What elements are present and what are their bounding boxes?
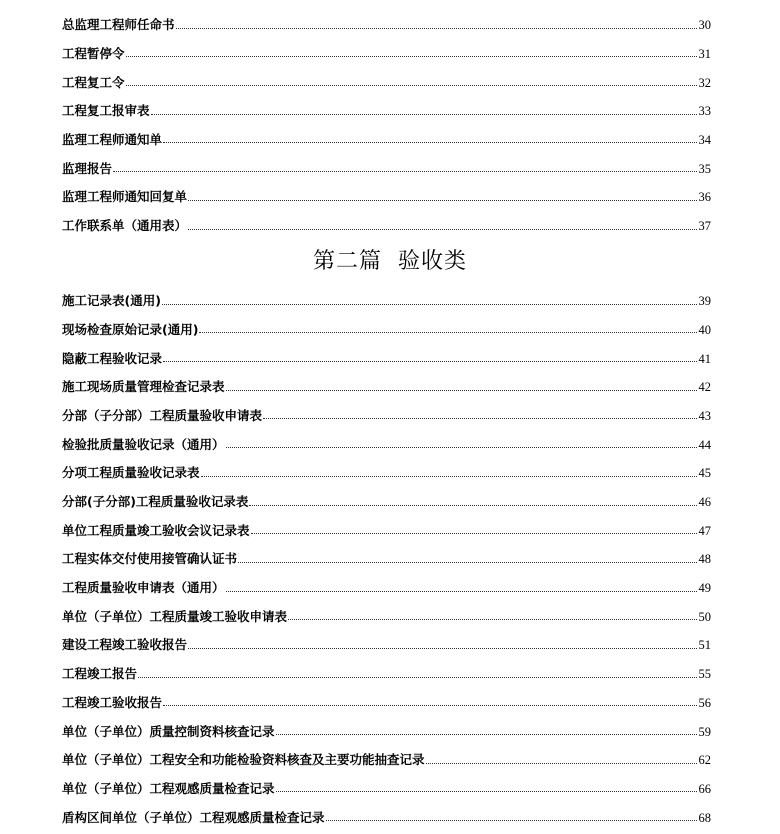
- toc-entry[interactable]: [62, 738, 711, 767]
- toc-entry-title: 施工现场质量管理检查记录表: [62, 379, 225, 395]
- toc-entry[interactable]: [62, 308, 711, 337]
- toc-entry[interactable]: [62, 394, 711, 423]
- toc-entry-title: 单位（子单位）工程安全和功能检验资料核查及主要功能抽查记录: [62, 752, 425, 768]
- toc-entry-page-number: 55: [698, 667, 711, 682]
- dot-leader: [188, 228, 696, 230]
- dot-leader: [276, 790, 697, 792]
- toc-entry-page-number: 47: [698, 523, 711, 538]
- toc-entry-title: 分部(子分部)工程质量验收记录表: [62, 494, 249, 509]
- toc-entry-title: 单位（子单位）质量控制资料核查记录: [62, 723, 275, 739]
- toc-entry-title: 工程竣工验收报告: [62, 694, 163, 710]
- toc-entry-page-number: 34: [698, 132, 711, 147]
- toc-entry[interactable]: [62, 60, 711, 89]
- section-number: 第二篇: [312, 249, 382, 274]
- dot-leader: [201, 475, 697, 477]
- dot-leader: [188, 199, 696, 201]
- dot-leader: [226, 590, 697, 592]
- toc-entry[interactable]: [62, 681, 711, 710]
- toc-entry-page-number: 49: [698, 581, 711, 596]
- toc-entry[interactable]: [62, 595, 711, 624]
- toc-entry-title: 单位（子单位）工程质量竣工验收申请表: [62, 608, 288, 624]
- toc-entry-page-number: 42: [698, 380, 711, 395]
- toc-entry-page-number: 35: [698, 161, 711, 176]
- toc-entry-page-number: 33: [698, 104, 711, 119]
- dot-leader: [163, 360, 696, 362]
- toc-entry[interactable]: [62, 279, 711, 308]
- toc-entry-title: 监理报告: [62, 160, 113, 176]
- toc-entry-title: 隐蔽工程验收记录: [62, 350, 163, 366]
- toc-entry-title: 工程复工报审表: [62, 103, 150, 119]
- toc-entry-title: 工程暂停令: [62, 45, 125, 61]
- dot-leader: [288, 618, 696, 620]
- dot-leader: [263, 417, 696, 419]
- toc-entry[interactable]: [62, 509, 711, 538]
- toc-entry-title: 工程实体交付使用接管确认证书: [62, 551, 238, 567]
- dot-leader: [199, 331, 696, 333]
- dot-leader: [138, 676, 696, 678]
- toc-entry-title: 监理工程师通知单: [62, 131, 163, 147]
- dot-leader: [176, 27, 697, 29]
- toc-entry[interactable]: [62, 623, 711, 652]
- toc-entry-page-number: 62: [698, 753, 711, 768]
- toc-entry-page-number: 50: [698, 609, 711, 624]
- dot-leader: [163, 704, 696, 706]
- toc-entry-page-number: 44: [698, 437, 711, 452]
- toc-entry-title: 现场检查原始记录(通用): [62, 321, 199, 337]
- toc-entry-title: 单位工程质量竣工验收会议记录表: [62, 522, 250, 538]
- toc-entry-title: 检验批质量验收记录（通用）: [62, 436, 225, 452]
- section-heading: [0, 244, 780, 275]
- toc-entry[interactable]: [62, 32, 711, 61]
- toc-entry[interactable]: [62, 480, 711, 509]
- toc-entry-page-number: 43: [698, 408, 711, 423]
- toc-entry-title: 施工记录表(通用): [62, 293, 161, 309]
- toc-entry[interactable]: [62, 422, 711, 451]
- toc-entry-title: 总监理工程师任命书: [62, 17, 175, 33]
- toc-entry-page-number: 48: [698, 552, 711, 567]
- toc-entry[interactable]: [62, 204, 711, 233]
- toc-entry-page-number: 46: [698, 495, 711, 509]
- toc-entry[interactable]: [62, 89, 711, 118]
- toc-entry[interactable]: [62, 652, 711, 681]
- dot-leader: [251, 532, 697, 534]
- toc-entry-title: 盾构区间单位（子单位）工程观感质量检查记录: [62, 809, 325, 825]
- toc-entry-title: 建设工程竣工验收报告: [62, 637, 188, 653]
- toc-entry-page-number: 37: [698, 219, 711, 233]
- toc-entry-page-number: 66: [698, 781, 711, 796]
- toc-entry[interactable]: [62, 3, 711, 32]
- toc-entry-page-number: 41: [698, 351, 711, 366]
- toc-entry-page-number: 59: [698, 724, 711, 739]
- toc-entry-page-number: 68: [698, 810, 711, 825]
- dot-leader: [126, 84, 697, 86]
- dot-leader: [276, 733, 697, 735]
- toc-list-part2: [62, 279, 711, 824]
- section-title: 验收类: [398, 249, 468, 274]
- toc-entry[interactable]: [62, 175, 711, 204]
- toc-entry-page-number: 51: [698, 638, 711, 653]
- dot-leader: [126, 55, 697, 57]
- toc-entry-page-number: 32: [698, 75, 711, 90]
- toc-entry[interactable]: [62, 537, 711, 566]
- toc-entry-page-number: 31: [698, 46, 711, 61]
- toc-entry-title: 单位（子单位）工程观感质量检查记录: [62, 780, 275, 796]
- toc-entry[interactable]: [62, 795, 711, 824]
- dot-leader: [249, 504, 696, 506]
- toc-entry-page-number: 56: [698, 695, 711, 710]
- toc-list-part1: [62, 3, 711, 233]
- dot-leader: [113, 170, 696, 172]
- toc-entry[interactable]: [62, 709, 711, 738]
- toc-entry-title: 分部（子分部）工程质量验收申请表: [62, 407, 263, 423]
- dot-leader: [226, 389, 697, 391]
- dot-leader: [326, 819, 697, 821]
- toc-entry[interactable]: [62, 336, 711, 365]
- toc-entry-title: 工程竣工报告: [62, 666, 138, 682]
- toc-entry-title: 分项工程质量验收记录表: [62, 465, 200, 481]
- toc-entry-title: 监理工程师通知回复单: [62, 189, 188, 205]
- toc-entry-title: 工程复工令: [62, 74, 125, 90]
- dot-leader: [426, 762, 697, 764]
- toc-entry[interactable]: [62, 118, 711, 147]
- toc-entry[interactable]: [62, 566, 711, 595]
- toc-entry-page-number: 36: [698, 190, 711, 205]
- toc-entry[interactable]: [62, 365, 711, 394]
- toc-entry[interactable]: [62, 451, 711, 480]
- dot-leader: [188, 647, 696, 649]
- toc-entry[interactable]: [62, 767, 711, 796]
- toc-entry[interactable]: [62, 146, 711, 175]
- toc-entry-title: 工程质量验收申请表（通用）: [62, 580, 225, 596]
- toc-entry-page-number: 30: [698, 18, 711, 33]
- dot-leader: [226, 446, 697, 448]
- dot-leader: [238, 561, 696, 563]
- toc-entry-page-number: 45: [698, 466, 711, 481]
- dot-leader: [151, 113, 697, 115]
- dot-leader: [162, 303, 697, 305]
- toc-entry-page-number: 39: [698, 294, 711, 309]
- toc-entry-page-number: 40: [698, 322, 711, 337]
- toc-entry-title: 工作联系单（通用表）: [62, 218, 188, 233]
- dot-leader: [163, 141, 696, 143]
